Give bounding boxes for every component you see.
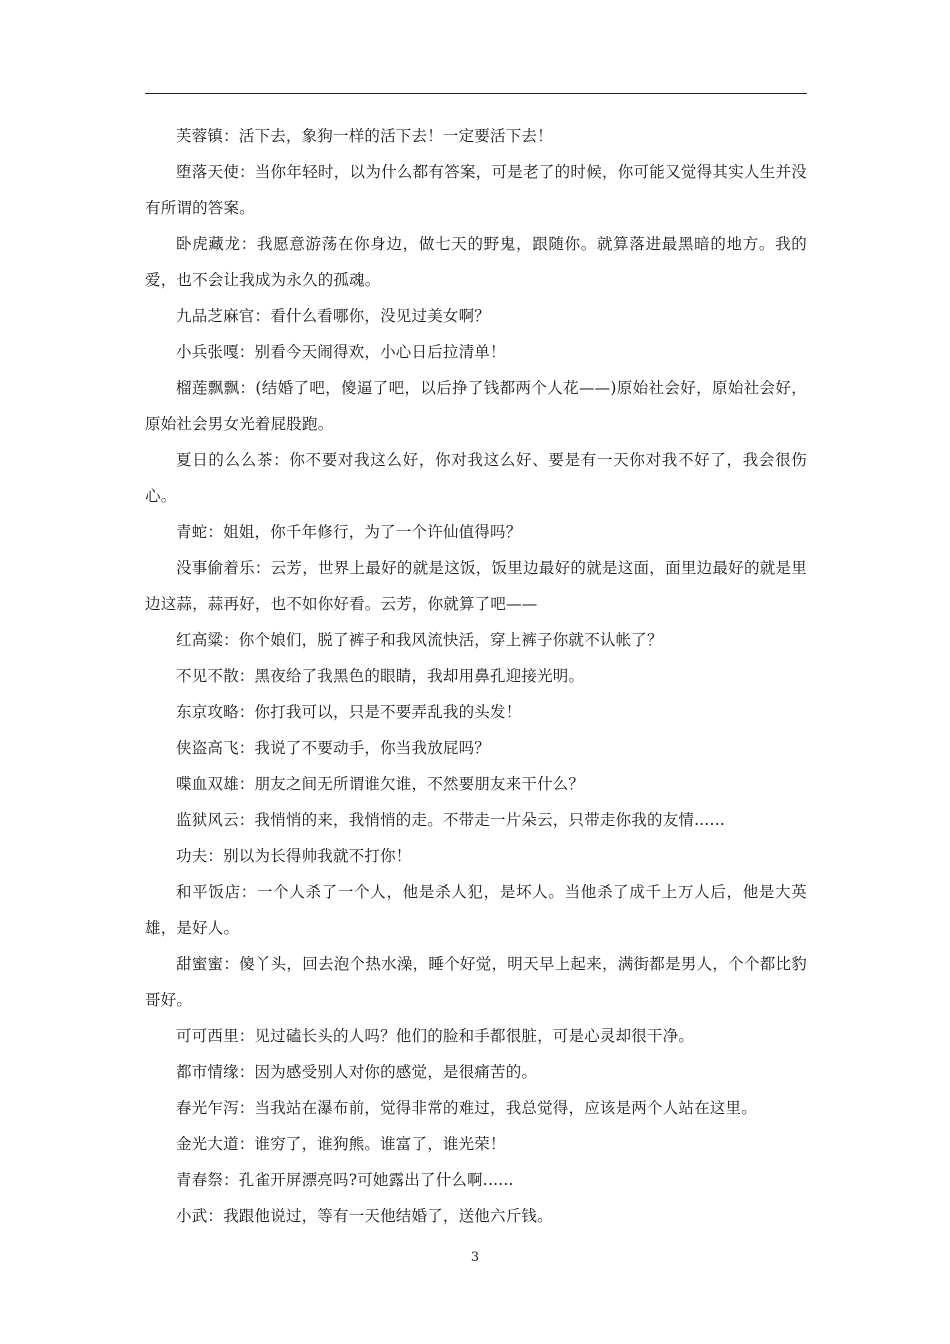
paragraph: 都市情缘：因为感受别人对你的感觉，是很痛苦的。	[176, 1063, 538, 1081]
paragraph: 九品芝麻官：看什么看哪你，没见过美女啊？	[176, 307, 491, 325]
paragraph: 可可西里：见过磕长头的人吗？他们的脸和手都很脏，可是心灵却很干净。	[176, 1027, 695, 1045]
paragraph: 监狱风云：我悄悄的来，我悄悄的走。不带走一片朵云，只带走你我的友情......	[176, 811, 725, 829]
paragraph: 小兵张嘎：别看今天闹得欢，小心日后拉清单！	[176, 343, 506, 361]
page-number: 3	[470, 1250, 480, 1265]
paragraph: 东京攻略：你打我可以，只是不要弄乱我的头发！	[176, 703, 522, 721]
paragraph: 小武：我跟他说过，等有一天他结婚了，送他六斤钱。	[176, 1207, 553, 1225]
document-body	[145, 118, 807, 1234]
paragraph: 不见不散：黑夜给了我黑色的眼睛，我却用鼻孔迎接光明。	[176, 667, 585, 685]
paragraph: 堕落天使：当你年轻时，以为什么都有答案，可是老了的时候，你可能又觉得其实人生并没有所谓的答案。	[145, 163, 807, 217]
paragraph: 喋血双雄：朋友之间无所谓谁欠谁，不然要朋友来干什么？	[176, 775, 585, 793]
paragraph: 甜蜜蜜：傻丫头，回去泡个热水澡，睡个好觉，明天早上起来，满街都是男人，个个都比豹哥好。	[145, 955, 807, 1009]
paragraph: 红高粱：你个娘们，脱了裤子和我风流快活，穿上裤子你就不认帐了？	[176, 631, 663, 649]
paragraph: 夏日的么么茶：你不要对我这么好，你对我这么好、要是有一天你对我不好了，我会很伤心。	[145, 451, 807, 505]
paragraph: 榴莲飘飘：(结婚了吧，傻逼了吧，以后挣了钱都两个人花——)原始社会好，原始社会好，原始社会男女光着屁股跑。	[145, 379, 807, 433]
paragraph: 和平饭店：一个人杀了一个人，他是杀人犯，是坏人。当他杀了成千上万人后，他是大英雄，是好人。	[145, 883, 807, 937]
paragraph: 青春祭：孔雀开屏漂亮吗?可她露出了什么啊......	[176, 1171, 514, 1189]
paragraph: 青蛇：姐姐，你千年修行，为了一个许仙值得吗？	[176, 523, 522, 541]
paragraph: 功夫：别以为长得帅我就不打你！	[176, 847, 412, 865]
header-rule	[145, 93, 807, 94]
paragraph: 春光乍泻：当我站在瀑布前，觉得非常的难过，我总觉得，应该是两个人站在这里。	[176, 1099, 757, 1117]
paragraph: 卧虎藏龙：我愿意游荡在你身边，做七天的野鬼，跟随你。就算落进最黑暗的地方。我的爱，也不会让我成为永久的孤魂。	[145, 235, 807, 289]
paragraph: 金光大道：谁穷了，谁狗熊。谁富了，谁光荣！	[176, 1135, 506, 1153]
paragraph: 芙蓉镇：活下去，象狗一样的活下去！一定要活下去！	[176, 127, 553, 145]
paragraph: 侠盗高飞：我说了不要动手，你当我放屁吗？	[176, 739, 491, 757]
paragraph: 没事偷着乐：云芳，世界上最好的就是这饭，饭里边最好的就是这面，面里边最好的就是里边这蒜，蒜再好，也不如你好看。云芳，你就算了吧——	[145, 559, 807, 613]
